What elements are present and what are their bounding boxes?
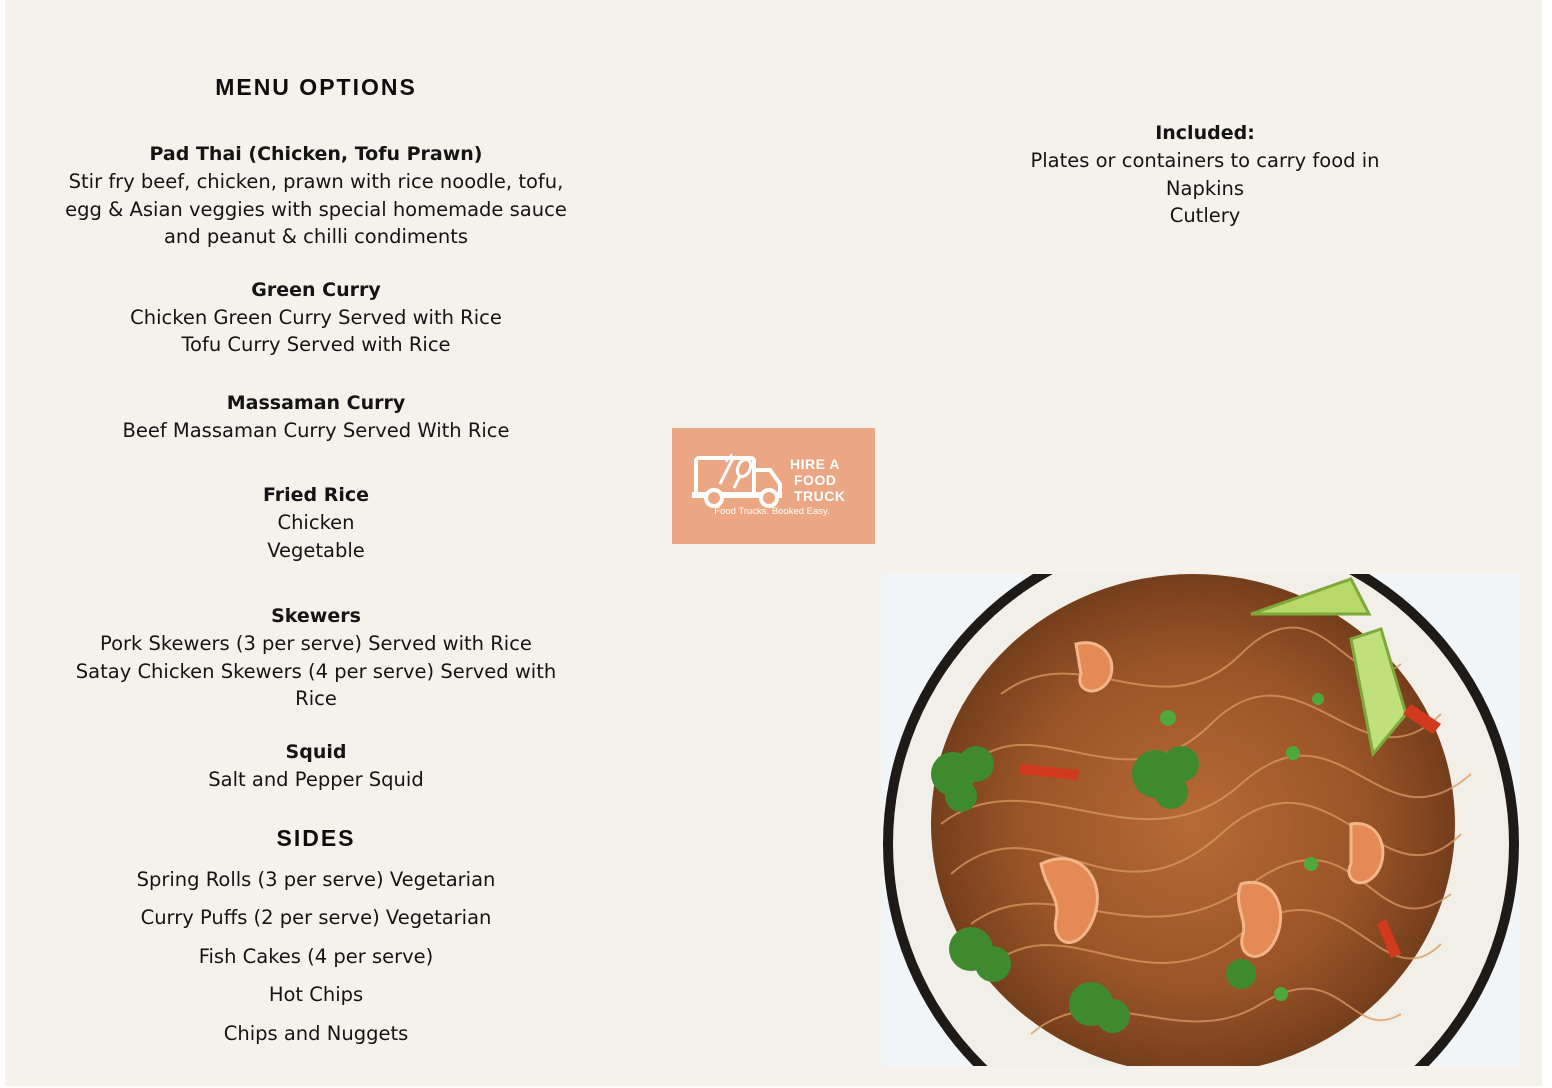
logo-text-line1: HIRE A xyxy=(790,456,840,472)
side-item: Fish Cakes (4 per serve) xyxy=(198,945,434,968)
side-item: Curry Puffs (2 per serve) Vegetarian xyxy=(140,906,492,929)
menu-item-green-curry xyxy=(57,277,575,359)
side-item: Chips and Nuggets xyxy=(223,1022,409,1045)
menu-item-skewers xyxy=(57,603,575,713)
menu-item-fried-rice xyxy=(57,482,575,564)
logo-text-line3: TRUCK xyxy=(794,488,846,504)
hire-a-food-truck-logo xyxy=(672,428,875,544)
menu-item-name: Pad Thai (Chicken, Tofu Prawn) xyxy=(149,143,483,165)
included-title: Included: xyxy=(1155,122,1255,144)
menu-item-desc: and peanut & chilli condiments xyxy=(163,225,469,248)
menu-item-desc: Rice xyxy=(295,687,337,710)
menu-item-name: Fried Rice xyxy=(262,484,370,506)
menu-item-desc: Salt and Pepper Squid xyxy=(208,767,424,791)
logo-text-line2: FOOD xyxy=(794,472,837,488)
menu-item-name: Squid xyxy=(285,740,347,763)
included-item: Napkins xyxy=(1165,176,1245,200)
pad-thai-photo xyxy=(881,574,1520,1066)
included-item: Plates or containers to carry food in xyxy=(1030,149,1380,172)
menu-item-desc: Chicken Green Curry Served with Rice xyxy=(130,305,502,329)
included-section xyxy=(1005,119,1405,230)
menu-item-name: Skewers xyxy=(271,605,361,627)
menu-options-heading: MENU OPTIONS xyxy=(215,74,417,100)
menu-item-pad-thai xyxy=(57,141,575,251)
pad-thai-dish-image xyxy=(881,574,1520,1066)
food-truck-icon xyxy=(672,428,875,544)
menu-item-desc: Tofu Curry Served with Rice xyxy=(181,333,451,356)
menu-options-section xyxy=(57,66,575,793)
side-item: Spring Rolls (3 per serve) Vegetarian xyxy=(136,868,496,891)
side-item: Hot Chips xyxy=(268,983,364,1006)
logo-tagline: Food Trucks. Booked Easy. xyxy=(714,506,830,517)
menu-item-desc: Satay Chicken Skewers (4 per serve) Served with xyxy=(75,659,557,683)
menu-item-name: Massaman Curry xyxy=(226,391,406,414)
menu-item-squid xyxy=(57,739,575,794)
menu-item-massaman-curry xyxy=(57,390,575,445)
menu-item-desc: Chicken xyxy=(277,511,355,534)
menu-item-desc: Pork Skewers (3 per serve) Served with Rice xyxy=(100,632,532,655)
menu-item-desc: Beef Massaman Curry Served With Rice xyxy=(122,418,510,442)
included-item: Cutlery xyxy=(1169,204,1241,227)
menu-item-desc: Stir fry beef, chicken, prawn with rice noodle, tofu, xyxy=(68,170,564,193)
menu-item-desc: Vegetable xyxy=(267,538,365,562)
menu-item-desc: egg & Asian veggies with special homemade sauce xyxy=(65,197,567,221)
menu-item-name: Green Curry xyxy=(251,278,381,301)
sides-heading: SIDES xyxy=(276,825,356,851)
